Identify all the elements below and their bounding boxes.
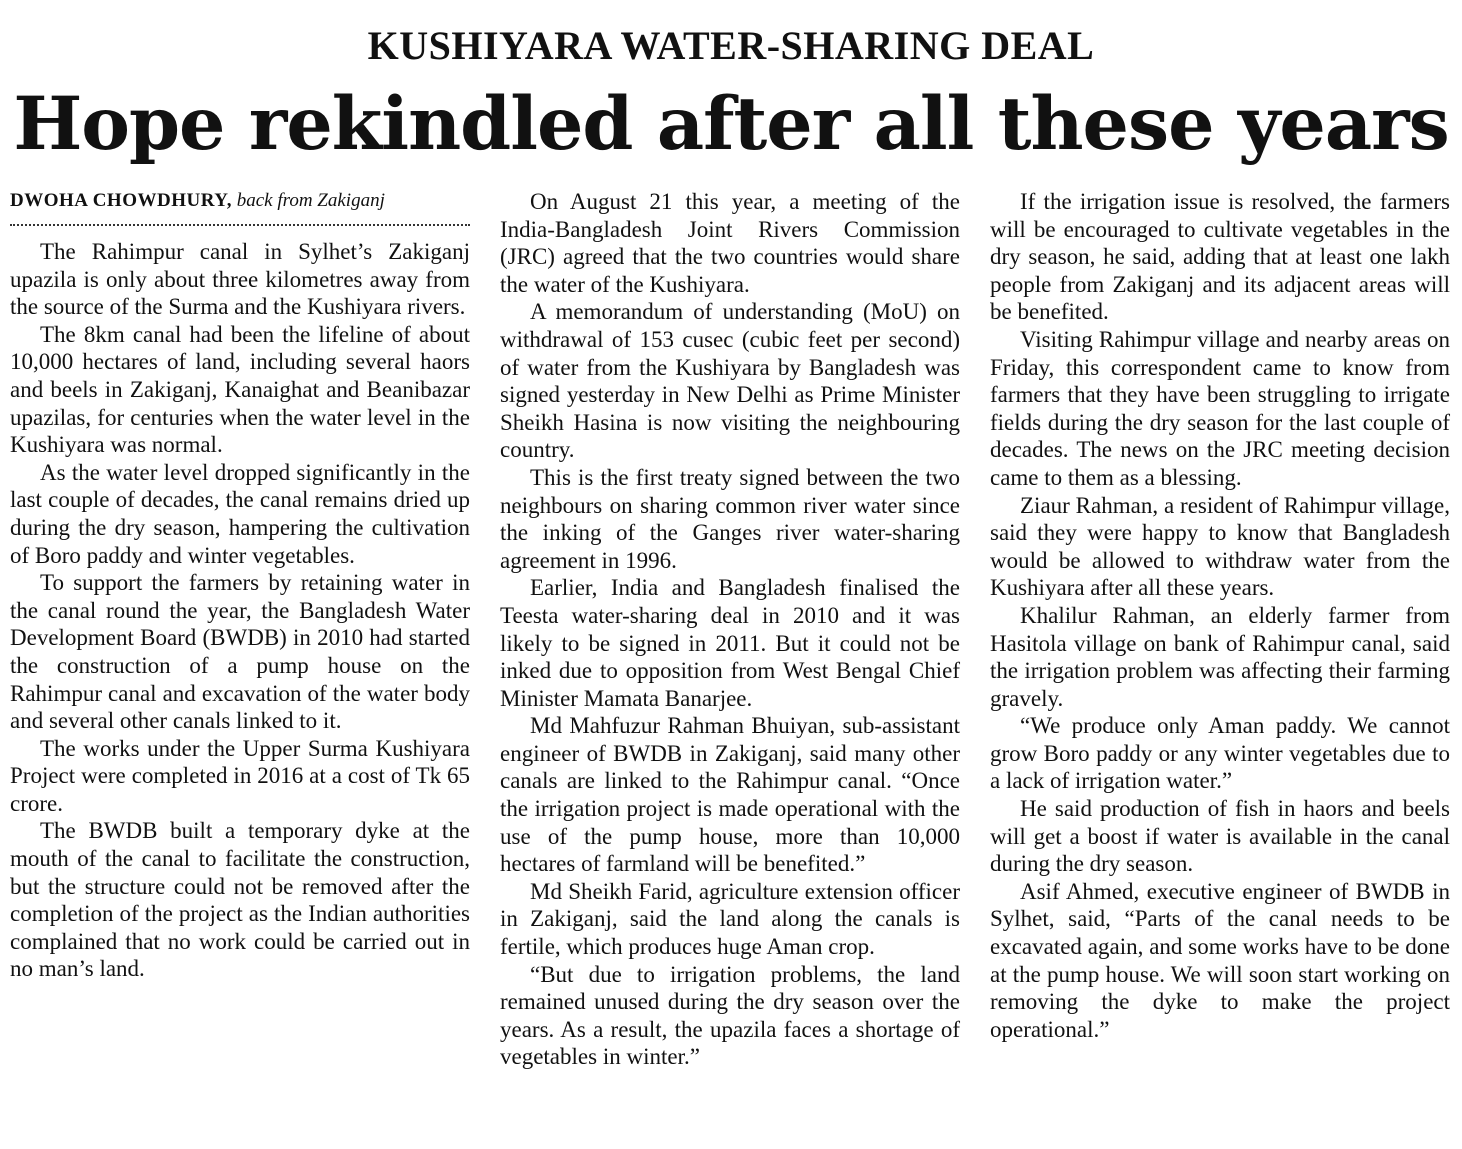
article-column-2 — [500, 188, 960, 1071]
paragraph: The works under the Upper Surma Kushiyara Project were completed in 2016 at a cost of Tk 65 crore. — [10, 735, 470, 816]
paragraph: The Rahimpur canal in Sylhet’s Zakiganj upazila is only about three kilometres away from the source of the Surma and the Kushiyara rivers. — [10, 239, 470, 320]
paragraph: Md Sheikh Farid, agriculture extension officer in Zakiganj, said the land along the canals is fertile, which produces huge Aman crop. — [500, 878, 960, 960]
paragraph: Md Mahfuzur Rahman Bhuiyan, sub-assistant engineer of BWDB in Zakiganj, said many other canals are linked to the Rahimpur canal. “Once the irrigation project is made operational with the use of the pump house, more than 10,000 hectares of farmland will be benefited.” — [500, 713, 960, 877]
article-headline: Hope rekindled after all these years — [13, 81, 1449, 167]
paragraph: If the irrigation issue is resolved, the farmers will be encouraged to cultivate vegetables in the dry season, he said, adding that at least one lakh people from Zakiganj and its adjacent areas will be benefited. — [990, 189, 1450, 325]
paragraph: Ziaur Rahman, a resident of Rahimpur village, said they were happy to know that Bangladesh would be allowed to withdraw water from the Kushiyara after all these years. — [990, 492, 1450, 601]
paragraph: “We produce only Aman paddy. We cannot grow Boro paddy or any winter vegetables due to a lack of irrigation water.” — [990, 713, 1450, 794]
article-column-1 — [10, 188, 470, 983]
paragraph: The BWDB built a temporary dyke at the mouth of the canal to facilitate the construction, but the structure could not be removed after the completion of the project as the Indian authorities complained that no work could be carried out in no man’s land. — [10, 818, 470, 982]
paragraph: As the water level dropped significantly in the last couple of decades, the canal remains dried up during the dry season, hampering the cultivation of Boro paddy and winter vegetables. — [10, 459, 470, 568]
paragraph: A memorandum of understanding (MoU) on withdrawal of 153 cusec (cubic feet per second) of water from the Kushiyara by Bangladesh was signed yesterday in New Delhi as Prime Minister Sheikh Hasina is now visiting the neighbouring country. — [500, 299, 960, 463]
byline-dateline: back from Zakiganj — [236, 190, 385, 211]
paragraph: Visiting Rahimpur village and nearby areas on Friday, this correspondent came to know from farmers that they have been struggling to irrigate fields during the dry season for the last couple of decades. The news on the JRC meeting decision came to them as a blessing. — [990, 326, 1450, 490]
paragraph: He said production of fish in haors and beels will get a boost if water is available in the canal during the dry season. — [990, 796, 1450, 877]
article-kicker: KUSHIYARA WATER-SHARING DEAL — [367, 23, 1095, 68]
paragraph: This is the first treaty signed between the two neighbours on sharing common river water since the inking of the Ganges river water-sharing agreement in 1996. — [500, 464, 960, 573]
paragraph: To support the farmers by retaining water in the canal round the year, the Bangladesh Water Development Board (BWDB) in 2010 had started the construction of a pump house on the Rahimpur canal and excavation of the water body and several other canals linked to it. — [10, 570, 470, 734]
paragraph: Asif Ahmed, executive engineer of BWDB in Sylhet, said, “Parts of the canal needs to be excavated again, and some works have to be done at the pump house. We will soon start working on removing the dyke to make the project operational.” — [990, 878, 1450, 1042]
paragraph: “But due to irrigation problems, the land remained unused during the dry season over the years. As a result, the upazila faces a shortage of vegetables in winter.” — [500, 961, 960, 1070]
article-column-3 — [990, 188, 1450, 1043]
paragraph: Khalilur Rahman, an elderly farmer from Hasitola village on bank of Rahimpur canal, said the irrigation problem was affecting their farming gravely. — [990, 602, 1450, 711]
byline — [10, 188, 470, 226]
paragraph: On August 21 this year, a meeting of the India-Bangladesh Joint Rivers Commission (JRC) agreed that the two countries would share the water of the Kushiyara. — [500, 189, 960, 297]
byline-author: DWOHA CHOWDHURY, — [10, 190, 232, 211]
paragraph: Earlier, India and Bangladesh finalised the Teesta water-sharing deal in 2010 and it was likely to be signed in 2011. But it could not be inked due to opposition from West Bengal Chief Minister Mamata Banarjee. — [500, 575, 960, 711]
paragraph: The 8km canal had been the lifeline of about 10,000 hectares of land, including several haors and beels in Zakiganj, Kanaighat and Beanibazar upazilas, for centuries when the water level in the Kushiyara was normal. — [10, 321, 470, 458]
